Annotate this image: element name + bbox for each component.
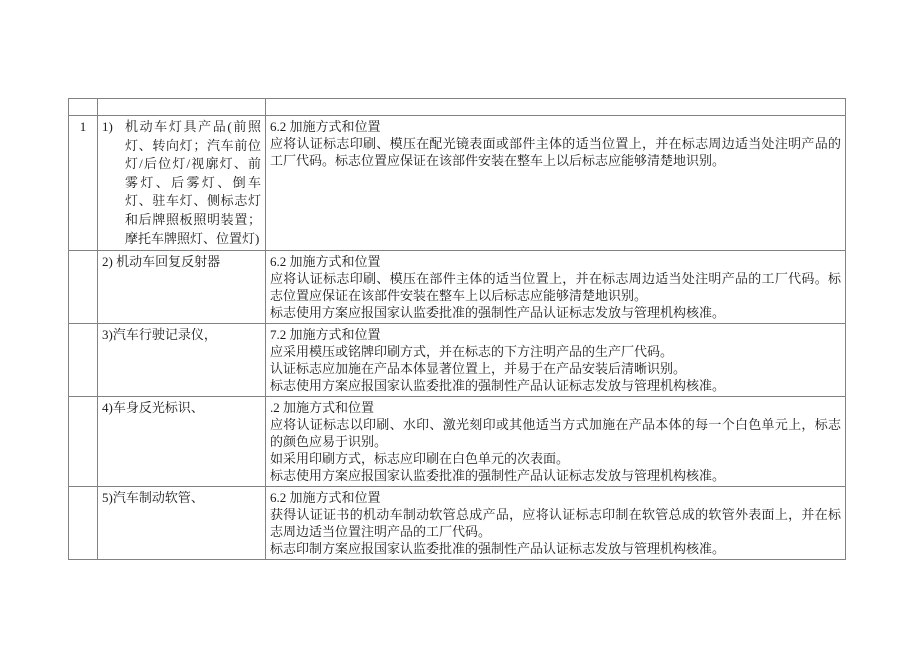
product-cell (98, 251, 266, 324)
row-number-cell (69, 397, 98, 487)
requirement-heading: .2 加施方式和位置 (270, 400, 375, 416)
requirement-heading: 6.2 加施方式和位置 (270, 254, 381, 270)
requirement-note: 标志使用方案应报国家认监委批准的强制性产品认证标志发放与管理机构核准。 (270, 378, 726, 394)
row-number: 1 (79, 119, 87, 134)
requirement-text: 应采用模压或铭牌印刷方式，并在标志的下方注明产品的生产厂代码。 (270, 344, 674, 360)
product-cell (98, 397, 266, 487)
product-name: 5)汽车制动软管、 (102, 490, 204, 506)
row-number-cell (69, 324, 98, 397)
requirement-cell (266, 397, 846, 487)
requirement-heading: 6.2 加施方式和位置 (270, 490, 381, 506)
table-row (69, 116, 846, 251)
row-number-cell (69, 487, 98, 560)
row-number-cell (69, 251, 98, 324)
product-cell (98, 116, 266, 251)
product-name: 4)车身反光标识、 (102, 400, 204, 416)
requirement-heading: 7.2 加施方式和位置 (270, 327, 381, 343)
list-marker: 1) (102, 119, 113, 134)
header-cell-no (69, 99, 98, 116)
product-name: 3)汽车行驶记录仪， (102, 327, 217, 343)
product-name: 机动车灯具产品(前照灯、转向灯；汽车前位灯/后位灯/视廓灯、前雾灯、后雾灯、倒车灯、驻车灯、侧标志灯和后牌照板照明装置；摩托车牌照灯、位置灯) (125, 119, 261, 246)
table-row (69, 397, 846, 487)
requirement-note: 标志印制方案应报国家认监委批准的强制性产品认证标志发放与管理机构核准。 (270, 541, 726, 557)
requirement-heading: 6.2 加施方式和位置 (270, 119, 381, 134)
requirement-text: 如采用印刷方式，标志应印刷在白色单元的次表面。 (270, 451, 570, 467)
row-number-cell (69, 116, 98, 251)
header-cell-requirement (266, 99, 846, 116)
product-name: 2) 机动车回复反射器 (102, 254, 221, 270)
requirement-cell (266, 116, 846, 251)
table-row (69, 324, 846, 397)
requirement-text: 应将认证标志印刷、模压在配光镜表面或部件主体的适当位置上，并在标志周边适当处注明产品的工厂代码。标志位置应保证在该部件安装在整车上以后标志应能够清楚地识别。 (270, 136, 841, 168)
requirement-text: 认证标志应加施在产品本体显著位置上，并易于在产品安装后清晰识别。 (270, 361, 687, 377)
table-row (69, 487, 846, 560)
requirement-text: 获得认证证书的机动车制动软管总成产品，应将认证标志印制在软管总成的软管外表面上，并在标志周边适当位置注明产品的工厂代码。 (270, 507, 841, 540)
requirement-cell (266, 487, 846, 560)
requirement-cell (266, 251, 846, 324)
table-row (69, 251, 846, 324)
table-header-row (69, 99, 846, 116)
certification-marks-table (68, 98, 846, 560)
product-cell (98, 487, 266, 560)
requirement-note: 标志使用方案应报国家认监委批准的强制性产品认证标志发放与管理机构核准。 (270, 305, 726, 321)
requirement-text: 应将认证标志印刷、模压在部件主体的适当位置上，并在标志周边适当处注明产品的工厂代码。标志位置应保证在该部件安装在整车上以后标志应能够清楚地识别。 (270, 271, 841, 304)
product-cell (98, 324, 266, 397)
header-cell-product (98, 99, 266, 116)
requirement-cell (266, 324, 846, 397)
requirement-note: 标志使用方案应报国家认监委批准的强制性产品认证标志发放与管理机构核准。 (270, 468, 726, 484)
requirement-text: 应将认证标志以印刷、水印、激光刻印或其他适当方式加施在产品本体的每一个白色单元上，标志的颜色应易于识别。 (270, 417, 841, 450)
